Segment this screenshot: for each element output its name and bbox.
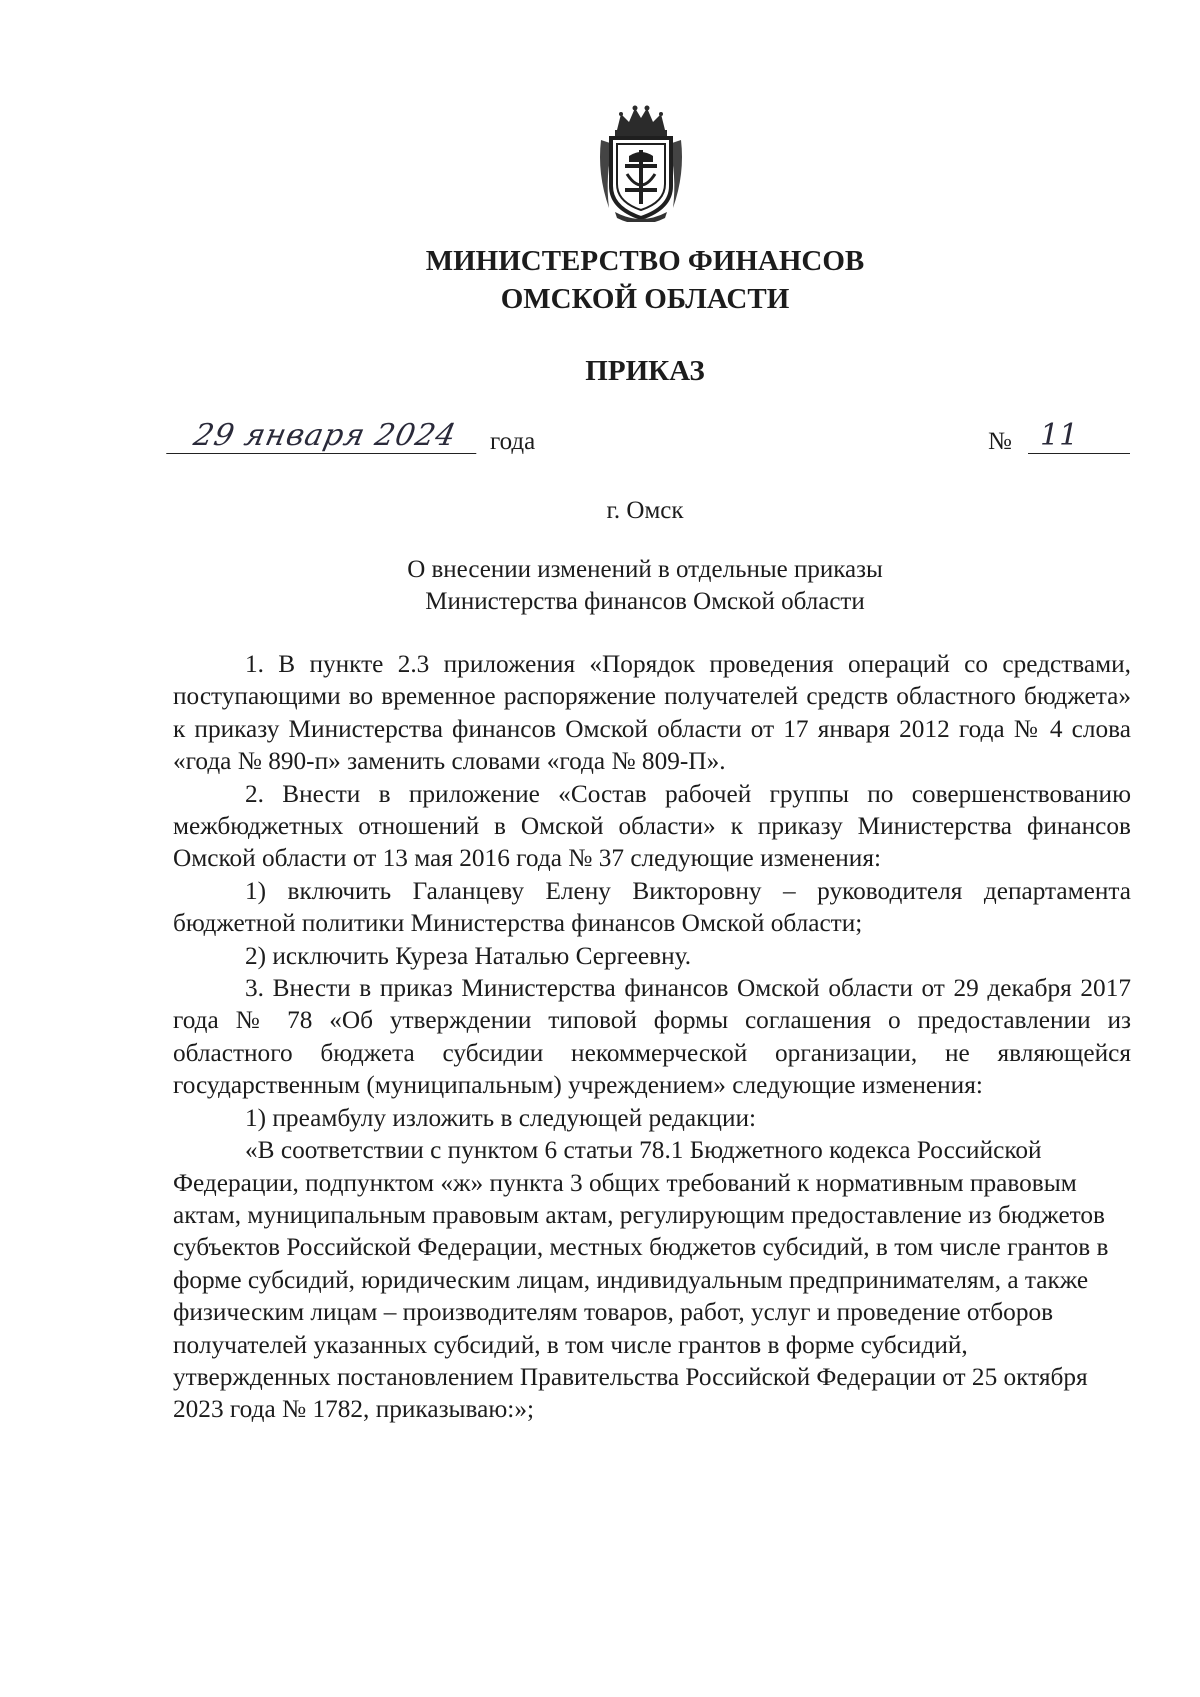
- paragraph-1: 1. В пункте 2.3 приложения «Порядок проведения операций со средствами, поступающими во временное распоряжение получателей средств областного бюджета» к приказу Министерства финансов Омской области от 17 января 2012 года № 4 слова «года № 890-п» заменить словами «года № 809-П».: [173, 650, 1131, 776]
- subject-line1: О внесении изменений в отдельные приказы: [407, 556, 883, 583]
- document-body: [173, 648, 1131, 1426]
- handwritten-date: 29 января 2024: [166, 418, 484, 454]
- number-sign: №: [988, 428, 1012, 455]
- handwritten-number: 11: [1028, 418, 1130, 454]
- coat-of-arms-icon: [595, 104, 687, 222]
- ministry-name-line1: МИНИСТЕРСТВО ФИНАНСОВ: [425, 245, 865, 277]
- subject-line2: Министерства финансов Омской области: [425, 588, 865, 615]
- paragraph-2: 2. Внести в приложение «Состав рабочей группы по совершенствованию межбюджетных отношений в Омской области» к приказу Министерства финансов Омской области от 13 мая 2016 года № 37 следующие изменения:: [173, 779, 1131, 873]
- document-subject: [0, 554, 1200, 618]
- year-suffix: года: [490, 428, 536, 455]
- paragraph-3-item-1: 1) преамбулу изложить в следующей редакции:: [245, 1103, 757, 1132]
- city-name: г. Омск: [606, 497, 684, 524]
- preamble-quote: «В соответствии с пунктом 6 статьи 78.1 Бюджетного кодекса Российской Федерации, подпунктом «ж» пункта 3 общих требований к нормативным правовым актам, муниципальным правовым актам, регулирующим предоставление из бюджетов субъектов Российской Федерации, местных бюджетов субсидий, в том числе грантов в форме субсидий, юридическим лицам, индивидуальным предпринимателям, а также физическим лицам – производителям товаров, работ, услуг и проведение отборов получателей указанных субсидий, в том числе грантов в форме субсидий, утвержденных постановлением Правительства Российской Федерации от 25 октября 2023 года № 1782, приказываю:»;: [173, 1136, 1109, 1424]
- document-type-title: ПРИКАЗ: [585, 355, 705, 387]
- ministry-name-line2: ОМСКОЙ ОБЛАСТИ: [500, 283, 790, 315]
- paragraph-2-item-1: 1) включить Галанцеву Елену Викторовну – руководителя департамента бюджетной политики Министерства финансов Омской области;: [173, 876, 1131, 938]
- paragraph-3: 3. Внести в приказ Министерства финансов Омской области от 29 декабря 2017 года № 78 «Об утверждении типовой формы соглашения о предоставлении из областного бюджета субсидии некоммерческой организации, не являющейся государственным (муниципальным) учреждением» следующие изменения:: [173, 974, 1131, 1100]
- paragraph-2-item-2: 2) исключить Куреза Наталью Сергеевну.: [245, 941, 692, 970]
- date-number-row: [170, 418, 1130, 468]
